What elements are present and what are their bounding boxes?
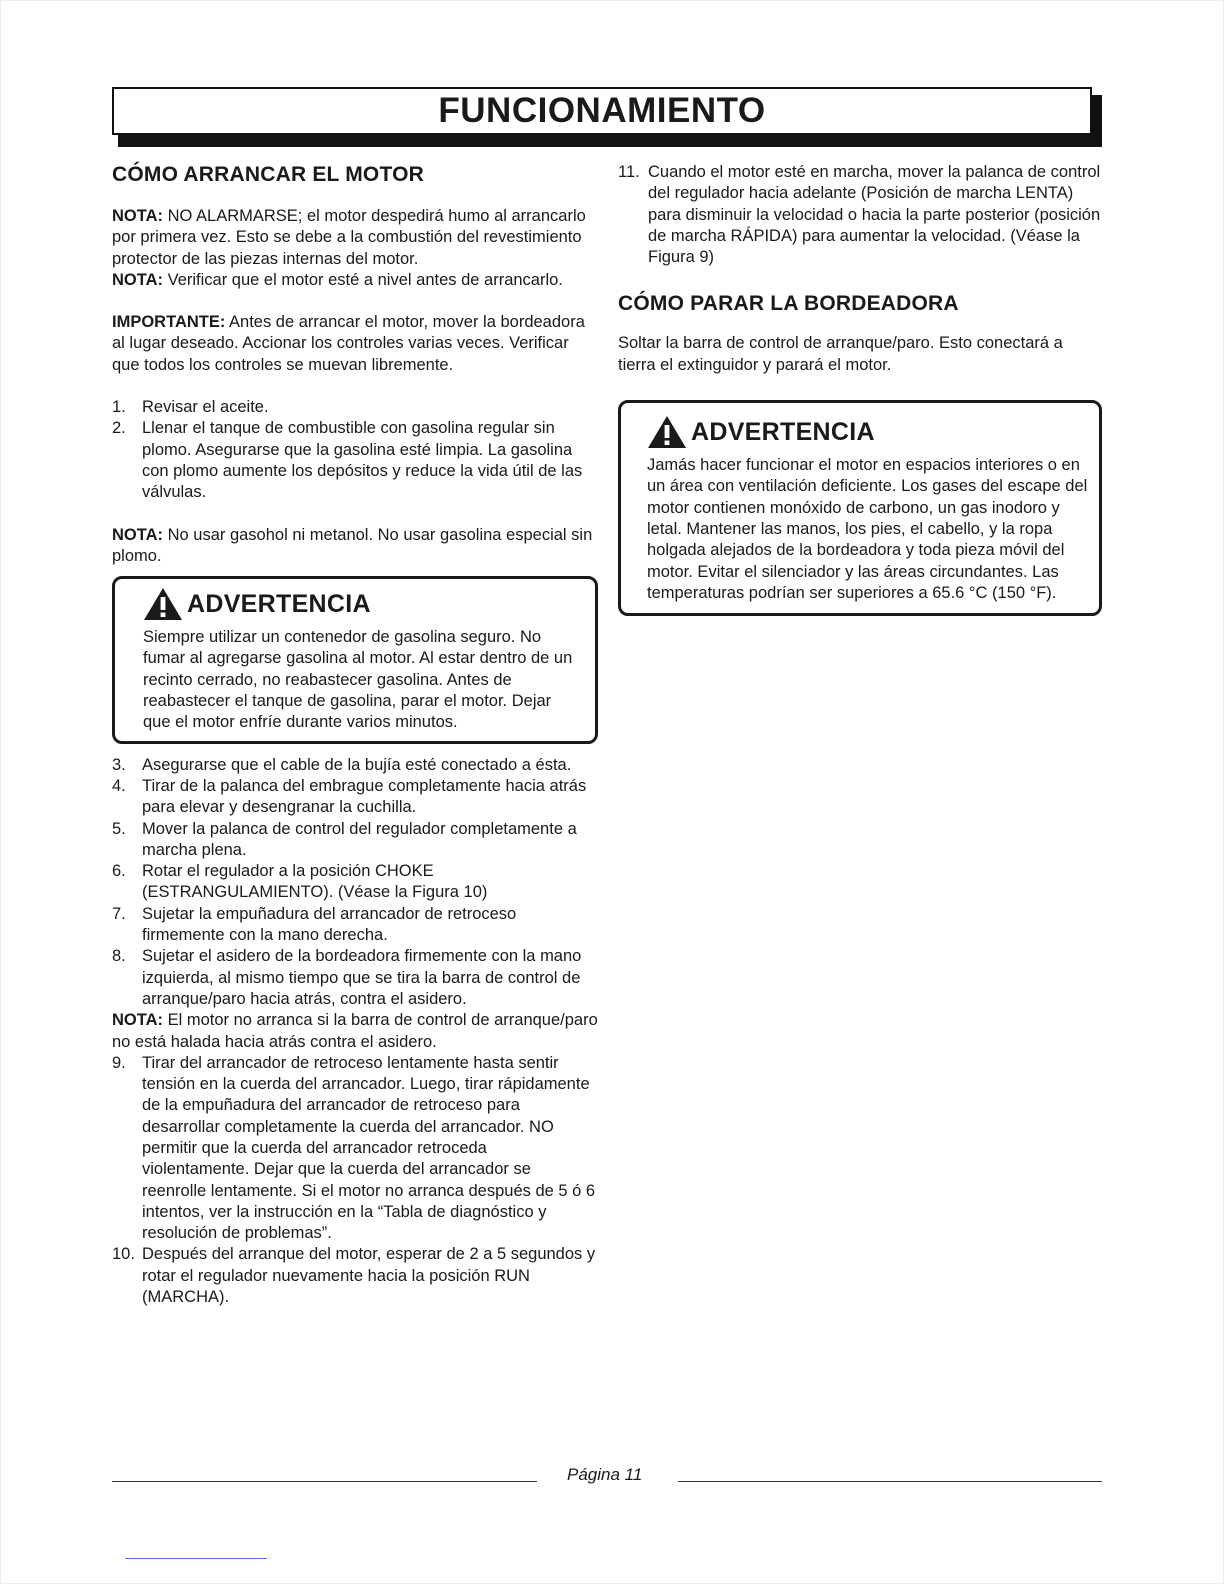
nota-label: NOTA: bbox=[112, 525, 164, 544]
nota-text: El motor no arranca si la barra de control de arranque/paro no está halada hacia atrás contra el asidero. bbox=[112, 1011, 598, 1051]
nota-text: No usar gasohol ni metanol. No usar gasolina especial sin plomo. bbox=[112, 525, 593, 565]
nota-label: NOTA: bbox=[112, 1011, 164, 1030]
nota-label: NOTA: bbox=[112, 270, 164, 289]
step-item bbox=[112, 776, 598, 819]
footer-rule-left bbox=[112, 1481, 537, 1482]
warning-box-monoxido bbox=[618, 400, 1102, 616]
stop-paragraph: Soltar la barra de control de arranque/paro. Esto conectará a tierra el extinguidor y parará el motor. bbox=[618, 334, 1063, 374]
step-number: 6. bbox=[112, 862, 126, 881]
step-text: Sujetar la empuñadura del arrancador de retroceso firmemente con la mano derecha. bbox=[142, 904, 517, 945]
page-number: Página 11 bbox=[567, 1465, 643, 1484]
right-column bbox=[618, 160, 1102, 616]
nota-text: NO ALARMARSE; el motor despedirá humo al arrancarlo por primera vez. Esto se debe a la combustión del revestimiento protector de las piezas internas del motor. bbox=[112, 207, 586, 268]
step-text: Llenar el tanque de combustible con gasolina regular sin plomo. Asegurarse que la gasolina esté limpia. La gasolina con plomo aumente los depósitos y reduce la vida útil de las válvulas. bbox=[142, 419, 583, 502]
step-number: 5. bbox=[112, 819, 126, 838]
step-number: 9. bbox=[112, 1053, 126, 1072]
step-number: 2. bbox=[112, 419, 126, 438]
banner-title: FUNCIONAMIENTO bbox=[112, 87, 1092, 135]
step-item bbox=[112, 946, 598, 1010]
steps-list-c bbox=[112, 1053, 598, 1309]
step-text: Cuando el motor esté en marcha, mover la palanca de control del regulador hacia adelante (Posición de marcha LENTA) para disminuir la velocidad o hacia la parte posterior (posición de marcha RÁPIDA) para aumentar la velocidad. (Véase la Figura 9) bbox=[648, 163, 1101, 267]
step-item bbox=[618, 162, 1102, 268]
steps-list-d bbox=[618, 162, 1102, 268]
step-number: 4. bbox=[112, 776, 126, 795]
bottom-link-underline bbox=[125, 1558, 267, 1559]
section-banner bbox=[112, 87, 1102, 147]
step-text: Mover la palanca de control del regulador completamente a marcha plena. bbox=[142, 819, 577, 859]
warning-title: ADVERTENCIA bbox=[691, 418, 875, 447]
warning-box-gasolina bbox=[112, 576, 598, 743]
step-text: Revisar el aceite. bbox=[142, 398, 269, 417]
warning-text: Siempre utilizar un contenedor de gasolina seguro. No fumar al agregarse gasolina al motor. Al estar dentro de un recinto cerrado, no reabastecer gasolina. Antes de reabastecer el tanque de gasolina, parar el motor. Dejar que el motor enfríe durante varios minutos. bbox=[143, 628, 573, 732]
warning-header bbox=[143, 587, 581, 621]
importante-text: Antes de arrancar el motor, mover la bordeadora al lugar deseado. Accionar los controles varias veces. Verificar que todos los controles se muevan libremente. bbox=[112, 313, 585, 374]
step-number: 7. bbox=[112, 904, 126, 923]
warning-text: Jamás hacer funcionar el motor en espacios interiores o en un área con ventilación deficiente. Los gases del escape del motor contienen monóxido de carbono, un gas inodoro y letal. Mantener las manos, los pies, el cabello, y la ropa holgada alejados de la bordeadora y toda pieza móvil del motor. Evitar el silenciador y las áreas circundantes. Las temperaturas podrían ser superiores a 65.6 °C (150 °F). bbox=[647, 456, 1088, 602]
warning-title: ADVERTENCIA bbox=[187, 590, 371, 619]
steps-list-b bbox=[112, 755, 598, 1011]
heading-arrancar-motor: CÓMO ARRANCAR EL MOTOR bbox=[112, 163, 425, 186]
heading-parar-bordeadora: CÓMO PARAR LA BORDEADORA bbox=[618, 292, 959, 316]
step-text: Rotar el regulador a la posición CHOKE (ESTRANGULAMIENTO). (Véase la Figura 10) bbox=[142, 862, 488, 902]
warning-header bbox=[647, 415, 1089, 449]
step-number: 10. bbox=[112, 1245, 135, 1264]
step-text: Sujetar el asidero de la bordeadora firmemente con la mano izquierda, al mismo tiempo que se tira la barra de control de arranque/paro hacia atrás, contra el asidero. bbox=[142, 947, 582, 1008]
nota-gasohol bbox=[112, 525, 598, 568]
step-item bbox=[112, 755, 598, 776]
step-text: Tirar del arrancador de retroceso lentamente hasta sentir tensión en la cuerda del arrancador. Luego, tirar rápidamente de la empuñadura del arrancador de retroceso para desarrollar completamente la cuerda del arrancador. NO permitir que la cuerda del arrancador retroceda violentamente. Dejar que la cuerda del arrancador se reenrolle lentamente. Si el motor no arranca después de 5 ó 6 intentos, ver la instrucción en la “Tabla de diagnóstico y resolución de problemas”. bbox=[142, 1053, 596, 1243]
warning-triangle-icon bbox=[143, 587, 183, 621]
nota-nivel bbox=[112, 270, 598, 291]
step-item bbox=[112, 819, 598, 862]
step-item bbox=[112, 904, 598, 947]
page-footer bbox=[112, 1465, 1102, 1489]
step-item bbox=[112, 1053, 598, 1245]
nota-humo bbox=[112, 206, 598, 270]
warning-triangle-icon bbox=[647, 415, 687, 449]
step-text: Asegurarse que el cable de la bujía esté conectado a ésta. bbox=[142, 755, 572, 774]
importante-paragraph bbox=[112, 312, 598, 376]
nota-asidero bbox=[112, 1010, 598, 1053]
step-item bbox=[112, 1244, 598, 1308]
step-item bbox=[112, 418, 598, 503]
step-number: 8. bbox=[112, 947, 126, 966]
steps-list-a bbox=[112, 397, 598, 503]
step-text: Después del arranque del motor, esperar de 2 a 5 segundos y rotar el regulador nuevamente hacia la posición RUN (MARCHA). bbox=[142, 1245, 596, 1307]
nota-text: Verificar que el motor esté a nivel antes de arrancarlo. bbox=[163, 270, 563, 289]
step-number: 11. bbox=[618, 163, 640, 181]
step-number: 3. bbox=[112, 755, 126, 774]
step-number: 1. bbox=[112, 398, 126, 417]
footer-rule-right bbox=[678, 1481, 1102, 1482]
step-text: Tirar de la palanca del embrague completamente hacia atrás para elevar y desengranar la cuchilla. bbox=[142, 776, 587, 817]
step-item bbox=[112, 397, 598, 418]
left-column bbox=[112, 160, 598, 1308]
step-item bbox=[112, 861, 598, 904]
nota-label: NOTA: bbox=[112, 207, 164, 225]
importante-label: IMPORTANTE: bbox=[112, 313, 226, 332]
